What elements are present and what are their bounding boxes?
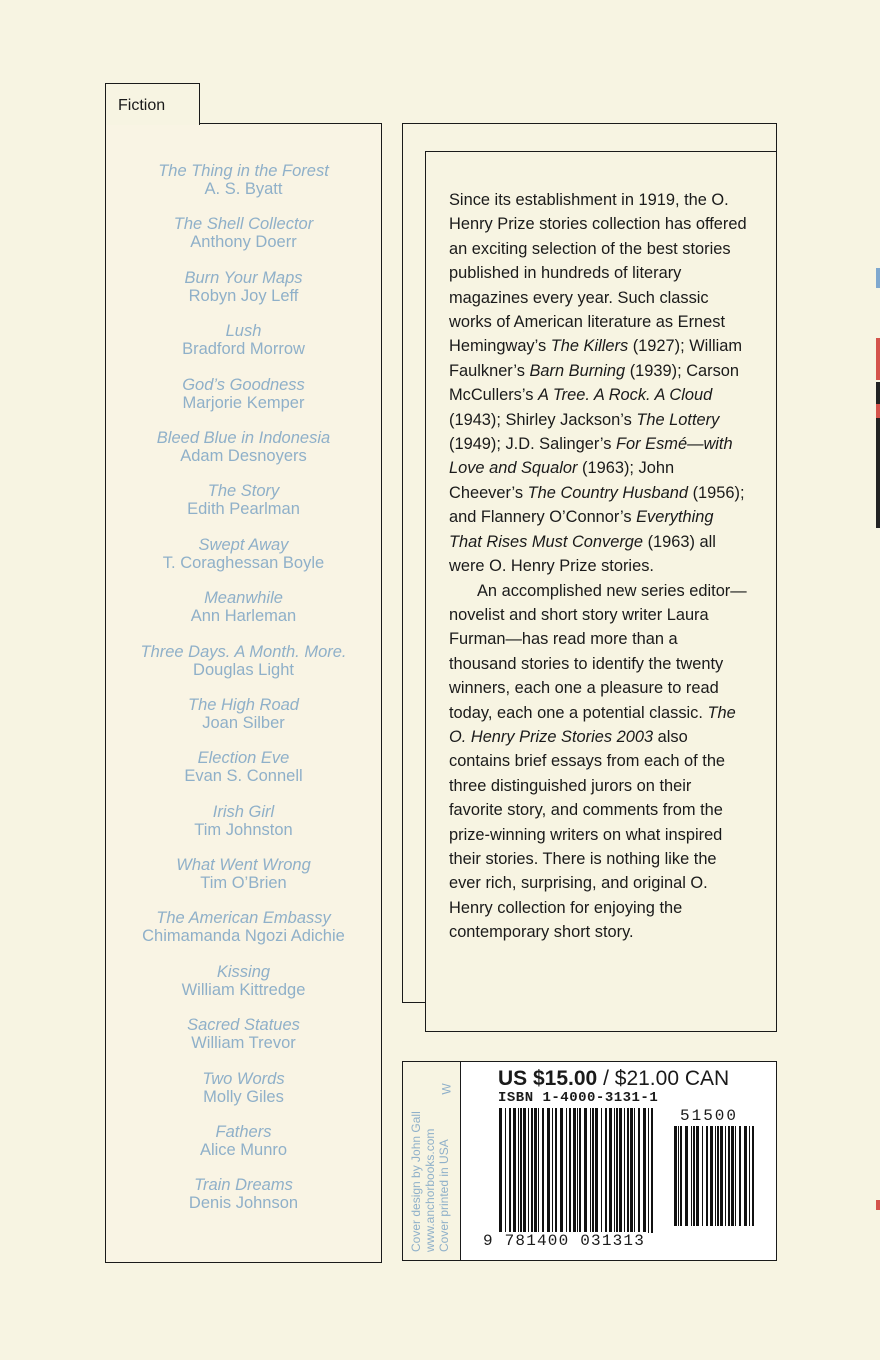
story-entry (106, 269, 381, 322)
story-entry (106, 963, 381, 1016)
story-author: William Kittredge (181, 980, 306, 999)
story-title: Burn Your Maps (184, 268, 303, 287)
barcode-bar (569, 1108, 571, 1233)
story-author: Alice Munro (199, 1141, 288, 1160)
story-entry (106, 376, 381, 429)
story-title: Three Days. A Month. More. (140, 642, 347, 661)
barcode-bar (674, 1126, 677, 1226)
barcode-bar (566, 1108, 567, 1233)
cover-credits (409, 1072, 451, 1252)
barcode-bar (638, 1108, 640, 1233)
barcode-bar (590, 1108, 591, 1233)
story-title: Irish Girl (212, 802, 275, 821)
barcode-bar (651, 1108, 653, 1233)
barcode-bar (505, 1108, 506, 1233)
story-author: Robyn Joy Leff (188, 286, 299, 305)
story-author: Anthony Doerr (190, 233, 297, 252)
ean-barcode (498, 1108, 658, 1233)
story-author: Denis Johnson (188, 1194, 299, 1213)
story-entry (106, 696, 381, 749)
story-title: The Shell Collector (173, 215, 314, 234)
story-title: The High Road (188, 695, 299, 714)
barcode-supplement-number: 51500 (680, 1107, 739, 1125)
story-title: Swept Away (198, 535, 289, 554)
story-entry (106, 856, 381, 909)
story-entry (106, 322, 381, 375)
story-title: Fathers (215, 1123, 272, 1142)
barcode-bar (706, 1126, 708, 1226)
story-author: Douglas Light (193, 660, 294, 679)
barcode-bar (584, 1108, 587, 1233)
barcode-bar (720, 1126, 723, 1226)
barcode-bar (573, 1108, 576, 1233)
barcode-box (402, 1061, 777, 1261)
description-paragraph-2: An accomplished new series editor—novelist and short story writer Laura Furman—has read more than a thousand stories to identify the twenty winners, each one a pleasure to read today, each one a potential classic. The O. Henry Prize Stories 2003 also contains brief essays from each of the three distinguished jurors on their favorite story, and comments from the prize-winning writers on what inspired their stories. There is nothing like the ever rich, surprising, and original O. Henry collection for enjoying the contemporary short story. (449, 581, 747, 942)
credit-mark: W (439, 1083, 454, 1095)
story-entry (106, 749, 381, 802)
story-title: The American Embassy (156, 909, 331, 928)
barcode-bar (560, 1108, 563, 1233)
story-title: Train Dreams (194, 1176, 293, 1195)
barcode-bar (577, 1108, 578, 1233)
barcode-bar (552, 1108, 553, 1233)
story-author: Tim O’Brien (200, 874, 287, 893)
barcode-bar (523, 1108, 526, 1233)
story-title: What Went Wrong (176, 856, 311, 875)
barcode-bar (531, 1108, 533, 1233)
barcode-bar (609, 1108, 612, 1233)
barcode-bar (547, 1108, 550, 1233)
story-author: Ann Harleman (190, 607, 297, 626)
barcode-bar (528, 1108, 529, 1233)
story-title: God’s Goodness (182, 375, 305, 394)
story-author: Chimamanda Ngozi Adichie (142, 927, 345, 946)
story-entry (106, 909, 381, 962)
barcode-bar (518, 1108, 519, 1233)
story-title: Meanwhile (204, 589, 283, 608)
fiction-tab (105, 83, 200, 125)
fiction-tab-label: Fiction (118, 97, 166, 114)
isbn-number: ISBN 1-4000-3131-1 (498, 1090, 659, 1106)
supplement-barcode (673, 1126, 758, 1226)
story-entry (106, 1176, 381, 1229)
barcode-bar (614, 1108, 615, 1233)
barcode-bar (648, 1108, 649, 1233)
barcode-bar (725, 1126, 726, 1226)
story-title: Two Words (202, 1069, 285, 1088)
barcode-bar (715, 1126, 716, 1226)
story-author: Adam Desnoyers (180, 446, 307, 465)
edge-color-mark (876, 268, 880, 288)
story-entry (106, 1070, 381, 1123)
edge-color-mark (876, 418, 880, 528)
barcode-bar (509, 1108, 511, 1233)
story-title: The Thing in the Forest (158, 162, 329, 180)
barcode-bar (735, 1126, 736, 1226)
description-paragraph-1: Since its establishment in 1919, the O. Henry Prize stories collection has offered an exciting selection of the best stories published in hundreds of literary magazines every year. Such classic works of American literature as Ernest Hemingway’s The Killers (1927); William Faulkner’s Barn Burning (1939); Carson McCullers’s A Tree. A Rock. A Cloud (1943); Shirley Jackson’s The Lottery (1949); J.D. Salinger’s For Esmé—with Love and Squalor (1963); John Cheever’s The Country Husband (1956); and Flannery O’Connor’s Everything That Rises Must Converge (1963) all were O. Henry Prize stories. (449, 191, 747, 576)
barcode-bar (499, 1108, 502, 1233)
barcode-bar (702, 1126, 703, 1226)
barcode-bar (595, 1108, 598, 1233)
story-entry (106, 803, 381, 856)
price-can: $21.00 CAN (614, 1067, 730, 1090)
barcode-bar (749, 1126, 750, 1226)
story-entry (106, 162, 381, 215)
barcode-bar (592, 1108, 594, 1233)
edge-color-mark (876, 404, 880, 418)
edge-color-mark (876, 338, 880, 380)
barcode-bar (579, 1108, 581, 1233)
story-title: Election Eve (197, 749, 290, 768)
barcode-bar (739, 1126, 741, 1226)
barcode-bar (728, 1126, 730, 1226)
credits-strip (403, 1062, 461, 1260)
story-author: Marjorie Kemper (182, 393, 305, 412)
story-author: Evan S. Connell (184, 767, 303, 786)
barcode-bar (616, 1108, 618, 1233)
story-author: A. S. Byatt (204, 180, 283, 198)
barcode-bar (643, 1108, 646, 1233)
story-author: Edith Pearlman (187, 500, 300, 519)
story-entry (106, 1123, 381, 1176)
story-title: Sacred Statues (187, 1016, 300, 1035)
barcode-bar (731, 1126, 734, 1226)
barcode-bar (710, 1126, 713, 1226)
story-author: Joan Silber (202, 713, 285, 732)
story-title: Kissing (216, 962, 271, 981)
story-author: Molly Giles (203, 1087, 284, 1106)
barcode-bar (634, 1108, 635, 1233)
edge-color-mark (876, 1200, 880, 1210)
barcode-bar (534, 1108, 537, 1233)
story-entry (106, 589, 381, 642)
barcode-bar (627, 1108, 629, 1233)
barcode-bar (542, 1108, 544, 1233)
barcode-bar (678, 1126, 679, 1226)
barcode-bar (744, 1126, 747, 1226)
story-entry (106, 536, 381, 589)
barcode-bar (619, 1108, 622, 1233)
barcode-bar (693, 1126, 695, 1226)
story-entry (106, 643, 381, 696)
price: US $15.00 / $21.00 CAN (498, 1067, 730, 1090)
barcode-bar (601, 1108, 602, 1233)
barcode-bar (680, 1126, 682, 1226)
barcode-bar (717, 1126, 719, 1226)
story-entry (106, 215, 381, 268)
story-entry (106, 482, 381, 535)
credit-designer: Cover design by John Gall (409, 1111, 423, 1252)
edge-color-mark (876, 382, 880, 404)
story-title: Bleed Blue in Indonesia (156, 428, 331, 447)
barcode-bar (538, 1108, 539, 1233)
barcode-bar (696, 1126, 699, 1226)
story-list (106, 162, 381, 1230)
barcode-bar (520, 1108, 522, 1233)
story-entry (106, 429, 381, 482)
barcode-bar (605, 1108, 607, 1233)
story-title: Lush (225, 322, 262, 341)
story-author: William Trevor (191, 1034, 296, 1053)
story-entry (106, 1016, 381, 1069)
barcode-digits: 9 781400 031313 (483, 1232, 646, 1250)
story-author: Bradford Morrow (182, 340, 305, 359)
barcode-bar (513, 1108, 516, 1233)
book-description (449, 188, 749, 945)
story-list-panel (105, 123, 382, 1263)
barcode-bar (624, 1108, 625, 1233)
credit-website: www.anchorbooks.com (423, 1128, 437, 1252)
credit-printed: Cover printed in USA (437, 1139, 451, 1252)
story-author: Tim Johnston (194, 820, 293, 839)
barcode-bar (555, 1108, 557, 1233)
barcode-bar (752, 1126, 754, 1226)
story-title: The Story (207, 482, 280, 501)
barcode-bar (630, 1108, 633, 1233)
barcode-bar (685, 1126, 688, 1226)
story-author: T. Coraghessan Boyle (162, 553, 325, 572)
price-us: US $15.00 (498, 1067, 598, 1090)
barcode-bar (691, 1126, 692, 1226)
